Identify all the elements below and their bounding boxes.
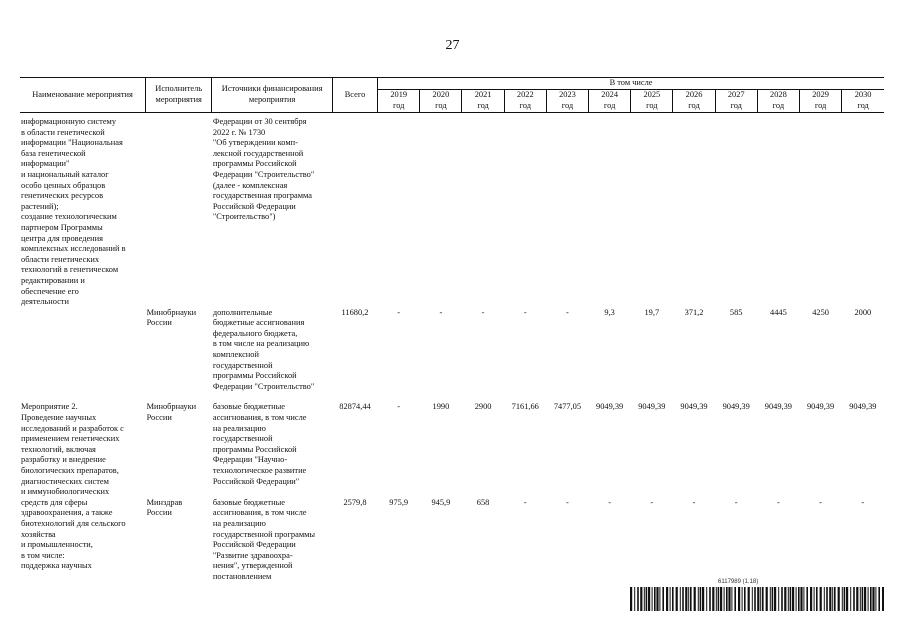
cell-year-2024: - [608, 497, 612, 507]
header-executor: Исполнитель мероприятия [146, 78, 212, 113]
barcode-bar [838, 587, 840, 611]
barcode-bar [646, 587, 648, 611]
barcode-bar [748, 587, 750, 611]
header-year-2019: 2019 [378, 90, 420, 102]
cell-year-2020: - [439, 307, 443, 317]
cell-total [332, 113, 377, 308]
barcode-bar [814, 587, 815, 611]
barcode-bar [882, 587, 884, 611]
cell-year-2030: 9049,39 [849, 402, 877, 412]
cell-year-2019: 975,9 [389, 497, 409, 507]
cell-year-2029: 4250 [812, 307, 829, 317]
header-year-suffix: год [715, 101, 757, 113]
header-sources: Источники финансирования мероприятия [212, 78, 333, 113]
barcode-bar [644, 587, 645, 611]
barcode-bar [842, 587, 843, 611]
barcode-bar [762, 587, 764, 611]
barcode-bar [640, 587, 642, 611]
barcode-number: 6117989 (1.18) [718, 579, 759, 585]
barcode-bar [698, 587, 699, 611]
cell-sources: дополнительные бюджетные ассигнования федерального бюджета, в том числе на реализацию комплексной государственной программы Российской Федерации "Строительство" [212, 307, 315, 391]
barcode-bar [806, 587, 808, 611]
table-row [20, 498, 884, 583]
cell-year-2019: - [397, 307, 401, 317]
barcode-bar [694, 587, 696, 611]
barcode-bar [659, 587, 660, 611]
barcode-bar [716, 587, 717, 611]
header-year-suffix: год [462, 101, 504, 113]
barcode-bar [778, 587, 779, 611]
barcode-bar [774, 587, 776, 611]
barcode-bar [680, 587, 681, 611]
barcode-bar [690, 587, 692, 611]
barcode-bar [846, 587, 848, 611]
table-row [20, 113, 884, 308]
barcode-bar [844, 587, 846, 611]
cell-year-2025 [631, 113, 673, 308]
barcode-bar [856, 587, 858, 611]
cell-year-2023 [546, 113, 588, 308]
barcode-bar [706, 587, 707, 611]
cell-year-2020: 945,9 [431, 497, 451, 507]
barcode-bar [792, 587, 794, 611]
barcode-bar [816, 587, 818, 611]
cell-year-2022 [504, 113, 546, 308]
cell-year-2027: 9049,39 [722, 402, 750, 412]
barcode-bar [790, 587, 792, 611]
barcode-bar [810, 587, 812, 611]
barcode-bar [738, 587, 740, 611]
cell-year-2028: - [776, 497, 780, 507]
cell-total: 11680,2 [341, 307, 369, 317]
header-year-2030: 2030 [842, 90, 884, 102]
table-row [20, 392, 884, 497]
header-year-suffix: год [631, 101, 673, 113]
barcode-bar [648, 587, 650, 611]
header-year-2028: 2028 [757, 90, 799, 102]
barcode-bar [654, 587, 656, 611]
barcode-bar [685, 587, 687, 611]
header-year-2022: 2022 [504, 90, 546, 102]
barcode-bar [862, 587, 864, 611]
barcode-bar [864, 587, 866, 611]
barcode-bar [688, 587, 689, 611]
barcode-bar [772, 587, 774, 611]
barcode-bar [754, 587, 756, 611]
barcode-bar [742, 587, 743, 611]
cell-year-2027: 585 [729, 307, 743, 317]
cell-year-2030 [842, 113, 884, 308]
cell-year-2030: - [861, 497, 865, 507]
cell-year-2023: - [566, 497, 569, 507]
header-year-2026: 2026 [673, 90, 715, 102]
barcode-bar [784, 587, 786, 611]
header-year-2020: 2020 [420, 90, 462, 102]
cell-year-2022: - [523, 497, 527, 507]
cell-name: информационную систему в области генетической информации "Национальная база генетической информации" и национальный каталог особо ценных образцов генетических ресурсов растений); создание технологическим партнером Программы центра для проведения комплексных исследований в области генетических технологий в генетическом редактировании и обеспечение его деятельности [21, 117, 126, 307]
cell-year-2024: 9049,39 [596, 402, 624, 412]
barcode-bar [868, 587, 869, 611]
cell-executor [146, 113, 212, 308]
barcode-bar [781, 587, 783, 611]
header-total: Всего [332, 78, 377, 113]
header-name: Наименование мероприятия [20, 78, 146, 113]
barcode-bar [637, 587, 639, 611]
header-year-suffix: год [420, 101, 462, 113]
barcode-bar [700, 587, 702, 611]
header-year-suffix: год [757, 101, 799, 113]
cell-name [20, 308, 146, 393]
header-year-suffix: год [673, 101, 715, 113]
cell-year-2021 [462, 113, 504, 308]
cell-name: средств для сферы здравоохранения, а также биотехнологий для сельского хозяйства и промышленности, в том числе: поддержка научных [21, 497, 126, 571]
cell-year-2021: 658 [476, 497, 490, 507]
table-row [20, 308, 884, 393]
cell-year-2026 [673, 113, 715, 308]
barcode-bar [853, 587, 855, 611]
cell-year-2020 [420, 113, 462, 308]
cell-year-2026: 9049,39 [680, 402, 708, 412]
cell-year-2023: - [566, 307, 569, 317]
cell-year-2024: 9,3 [604, 307, 615, 317]
barcode-bar [702, 587, 704, 611]
header-year-suffix: год [589, 101, 631, 113]
barcode-bar [860, 587, 861, 611]
barcode-bar [652, 587, 653, 611]
barcode-bar [820, 587, 822, 611]
cell-year-2030: 2000 [854, 307, 872, 317]
barcode-bar [788, 587, 789, 611]
header-including: В том числе [378, 78, 884, 90]
cell-executor: Минобрнауки России [146, 402, 197, 423]
barcode-bar [726, 587, 728, 611]
barcode-bar [728, 587, 730, 611]
header-year-2029: 2029 [799, 90, 841, 102]
barcode-bar [634, 587, 635, 611]
barcode-bar [800, 587, 802, 611]
cell-executor: Минздрав России [146, 497, 183, 518]
cell-year-2025: - [650, 497, 654, 507]
cell-name: Мероприятие 2. Проведение научных исследований и разработок с применением генетических технологий, включая разработку и внедрение биологических препаратов, диагностических систем и иммунобиологических [21, 402, 124, 497]
barcode-bar [670, 587, 671, 611]
barcode-bar [824, 587, 825, 611]
barcode-bar [676, 587, 678, 611]
barcode-bar [720, 587, 722, 611]
cell-year-2027: - [734, 497, 738, 507]
header-year-2025: 2025 [631, 90, 673, 102]
barcode-bar [870, 587, 872, 611]
barcode-bar [872, 587, 874, 611]
barcode-bar [718, 587, 720, 611]
barcode-bar [796, 587, 797, 611]
cell-year-2025: 9049,39 [638, 402, 666, 412]
header-year-suffix: год [504, 101, 546, 113]
barcode-bar [734, 587, 736, 611]
barcode-bar [724, 587, 725, 611]
cell-year-2027 [715, 113, 757, 308]
header-year-2027: 2027 [715, 90, 757, 102]
cell-year-2028: 9049,39 [764, 402, 792, 412]
cell-sources: базовые бюджетные ассигнования, в том числе на реализацию государственной программы Российской Федерации "Научно- технологическое развитие Российской Федерации" [212, 402, 307, 486]
barcode-bar [770, 587, 771, 611]
barcode-image [630, 587, 884, 611]
header-year-suffix: год [378, 101, 420, 113]
header-year-2023: 2023 [546, 90, 588, 102]
cell-year-2029: 9049,39 [806, 402, 835, 412]
cell-year-2026: 371,2 [684, 307, 704, 317]
barcode-bar [834, 587, 836, 611]
cell-year-2023: 7477,05 [553, 402, 582, 412]
barcode-bar [760, 587, 761, 611]
barcode-bar [630, 587, 632, 611]
barcode-bar [803, 587, 804, 611]
barcode-bar [875, 587, 876, 611]
barcode-bar [656, 587, 658, 611]
barcode-bar [798, 587, 800, 611]
barcode-bar [709, 587, 711, 611]
barcode-bar [878, 587, 880, 611]
cell-year-2022: 7161,66 [511, 402, 539, 412]
cell-year-2028: 4445 [770, 307, 787, 317]
cell-year-2029 [799, 113, 841, 308]
cell-sources: Федерации от 30 сентября 2022 г. № 1730 "Об утверждении комп- лексной государственной программы Российской Федерации "Строительство" (далее - комплексная государственная программа Российской Федерации "Строительство") [212, 117, 315, 222]
cell-year-2029: - [819, 497, 822, 507]
barcode-bar [850, 587, 851, 611]
cell-sources: базовые бюджетные ассигнования, в том числе на реализацию государственной программы Российской Федерации "Развитие здравоохра- нения", утвержденной постановлением [212, 497, 316, 581]
barcode-bar [829, 587, 831, 611]
barcode-bar [757, 587, 759, 611]
cell-year-2019: - [397, 402, 401, 412]
cell-year-2019 [378, 113, 420, 308]
barcode-bar [682, 587, 684, 611]
barcode-bar [752, 587, 753, 611]
cell-year-2021: - [481, 307, 485, 317]
cell-total: 82874,44 [339, 402, 371, 412]
funding-table [20, 77, 884, 583]
cell-year-2020: 1990 [432, 402, 450, 412]
barcode-bar [766, 587, 768, 611]
cell-year-2028 [757, 113, 799, 308]
header-year-suffix: год [799, 101, 841, 113]
cell-year-2026: - [692, 497, 696, 507]
barcode-bar [672, 587, 674, 611]
barcode-bar [662, 587, 664, 611]
barcode-bar [666, 587, 668, 611]
header-year-2024: 2024 [589, 90, 631, 102]
cell-year-2021: 2900 [474, 402, 492, 412]
cell-year-2025: 19,7 [644, 307, 660, 317]
barcode-bar [731, 587, 732, 611]
barcode-bar [826, 587, 828, 611]
cell-year-2024 [589, 113, 631, 308]
cell-executor: Минобрнауки России [146, 307, 197, 328]
cell-total: 2579,8 [343, 497, 367, 507]
cell-year-2022: - [523, 307, 527, 317]
barcode-bar [744, 587, 746, 611]
barcode-bar [832, 587, 833, 611]
page-number: 27 [445, 38, 460, 53]
header-year-2021: 2021 [462, 90, 504, 102]
header-year-suffix: год [842, 101, 884, 113]
barcode-bar [712, 587, 714, 611]
header-year-suffix: год [546, 101, 588, 113]
